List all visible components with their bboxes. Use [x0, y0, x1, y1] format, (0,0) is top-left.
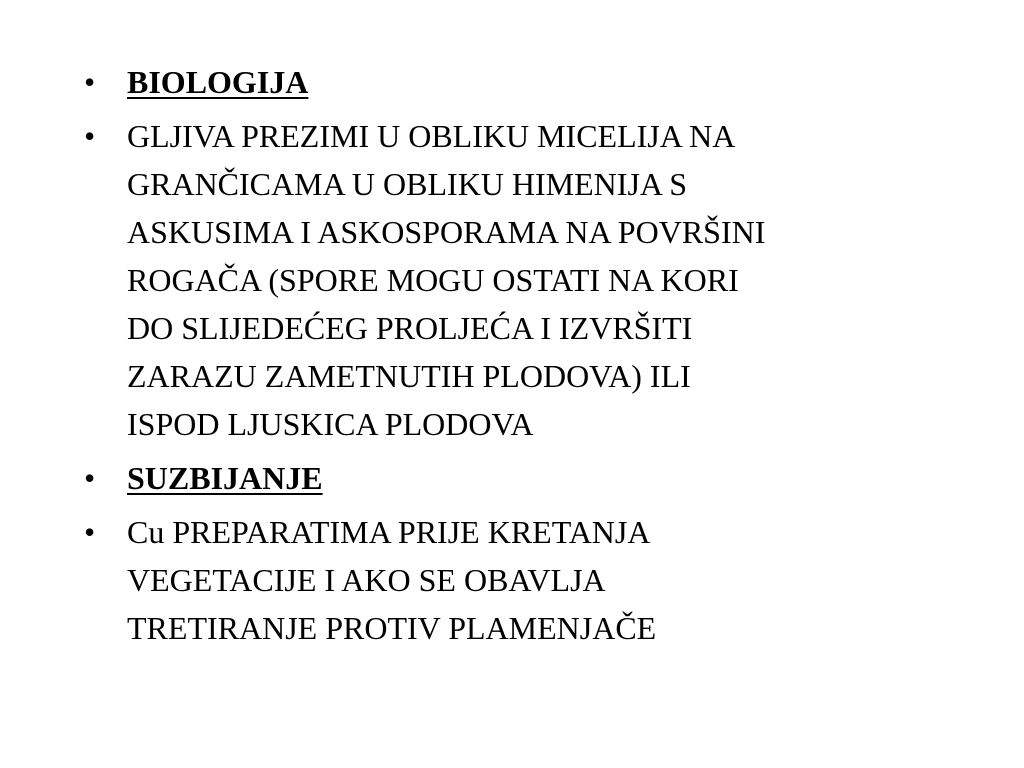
bullet-icon: • — [84, 460, 96, 496]
section-heading-suzbijanje: SUZBIJANJE — [127, 460, 323, 496]
bullet-icon: • — [84, 514, 96, 550]
bullet-icon: • — [84, 118, 96, 154]
suzbijanje-description-text: Cu PREPARATIMA PRIJE KRETANJA VEGETACIJE I AKO SE OBAVLJA TRETIRANJE PROTIV PLAMENJAČE — [127, 514, 657, 646]
bullet-item-suzbijanje-heading — [84, 454, 954, 502]
biologija-description-text: GLJIVA PREZIMI U OBLIKU MICELIJA NA GRANČICAMA U OBLIKU HIMENIJA S ASKUSIMA I ASKOSPORAMA NA POVRŠINI ROGAČA (SPORE MOGU OSTATI NA KORI DO SLIJEDEĆEG PROLJEĆA I IZVRŠITI ZARAZU ZAMETNUTIH PLODOVA) ILI ISPOD LJUSKICA PLODOVA — [127, 118, 766, 442]
bullet-item-biologija-description — [84, 112, 954, 448]
bullet-item-suzbijanje-description — [84, 508, 954, 652]
bullet-list — [84, 58, 954, 658]
bullet-icon: • — [84, 64, 96, 100]
bullet-item-biologija-heading — [84, 58, 954, 106]
section-heading-biologija: BIOLOGIJA — [127, 64, 309, 100]
